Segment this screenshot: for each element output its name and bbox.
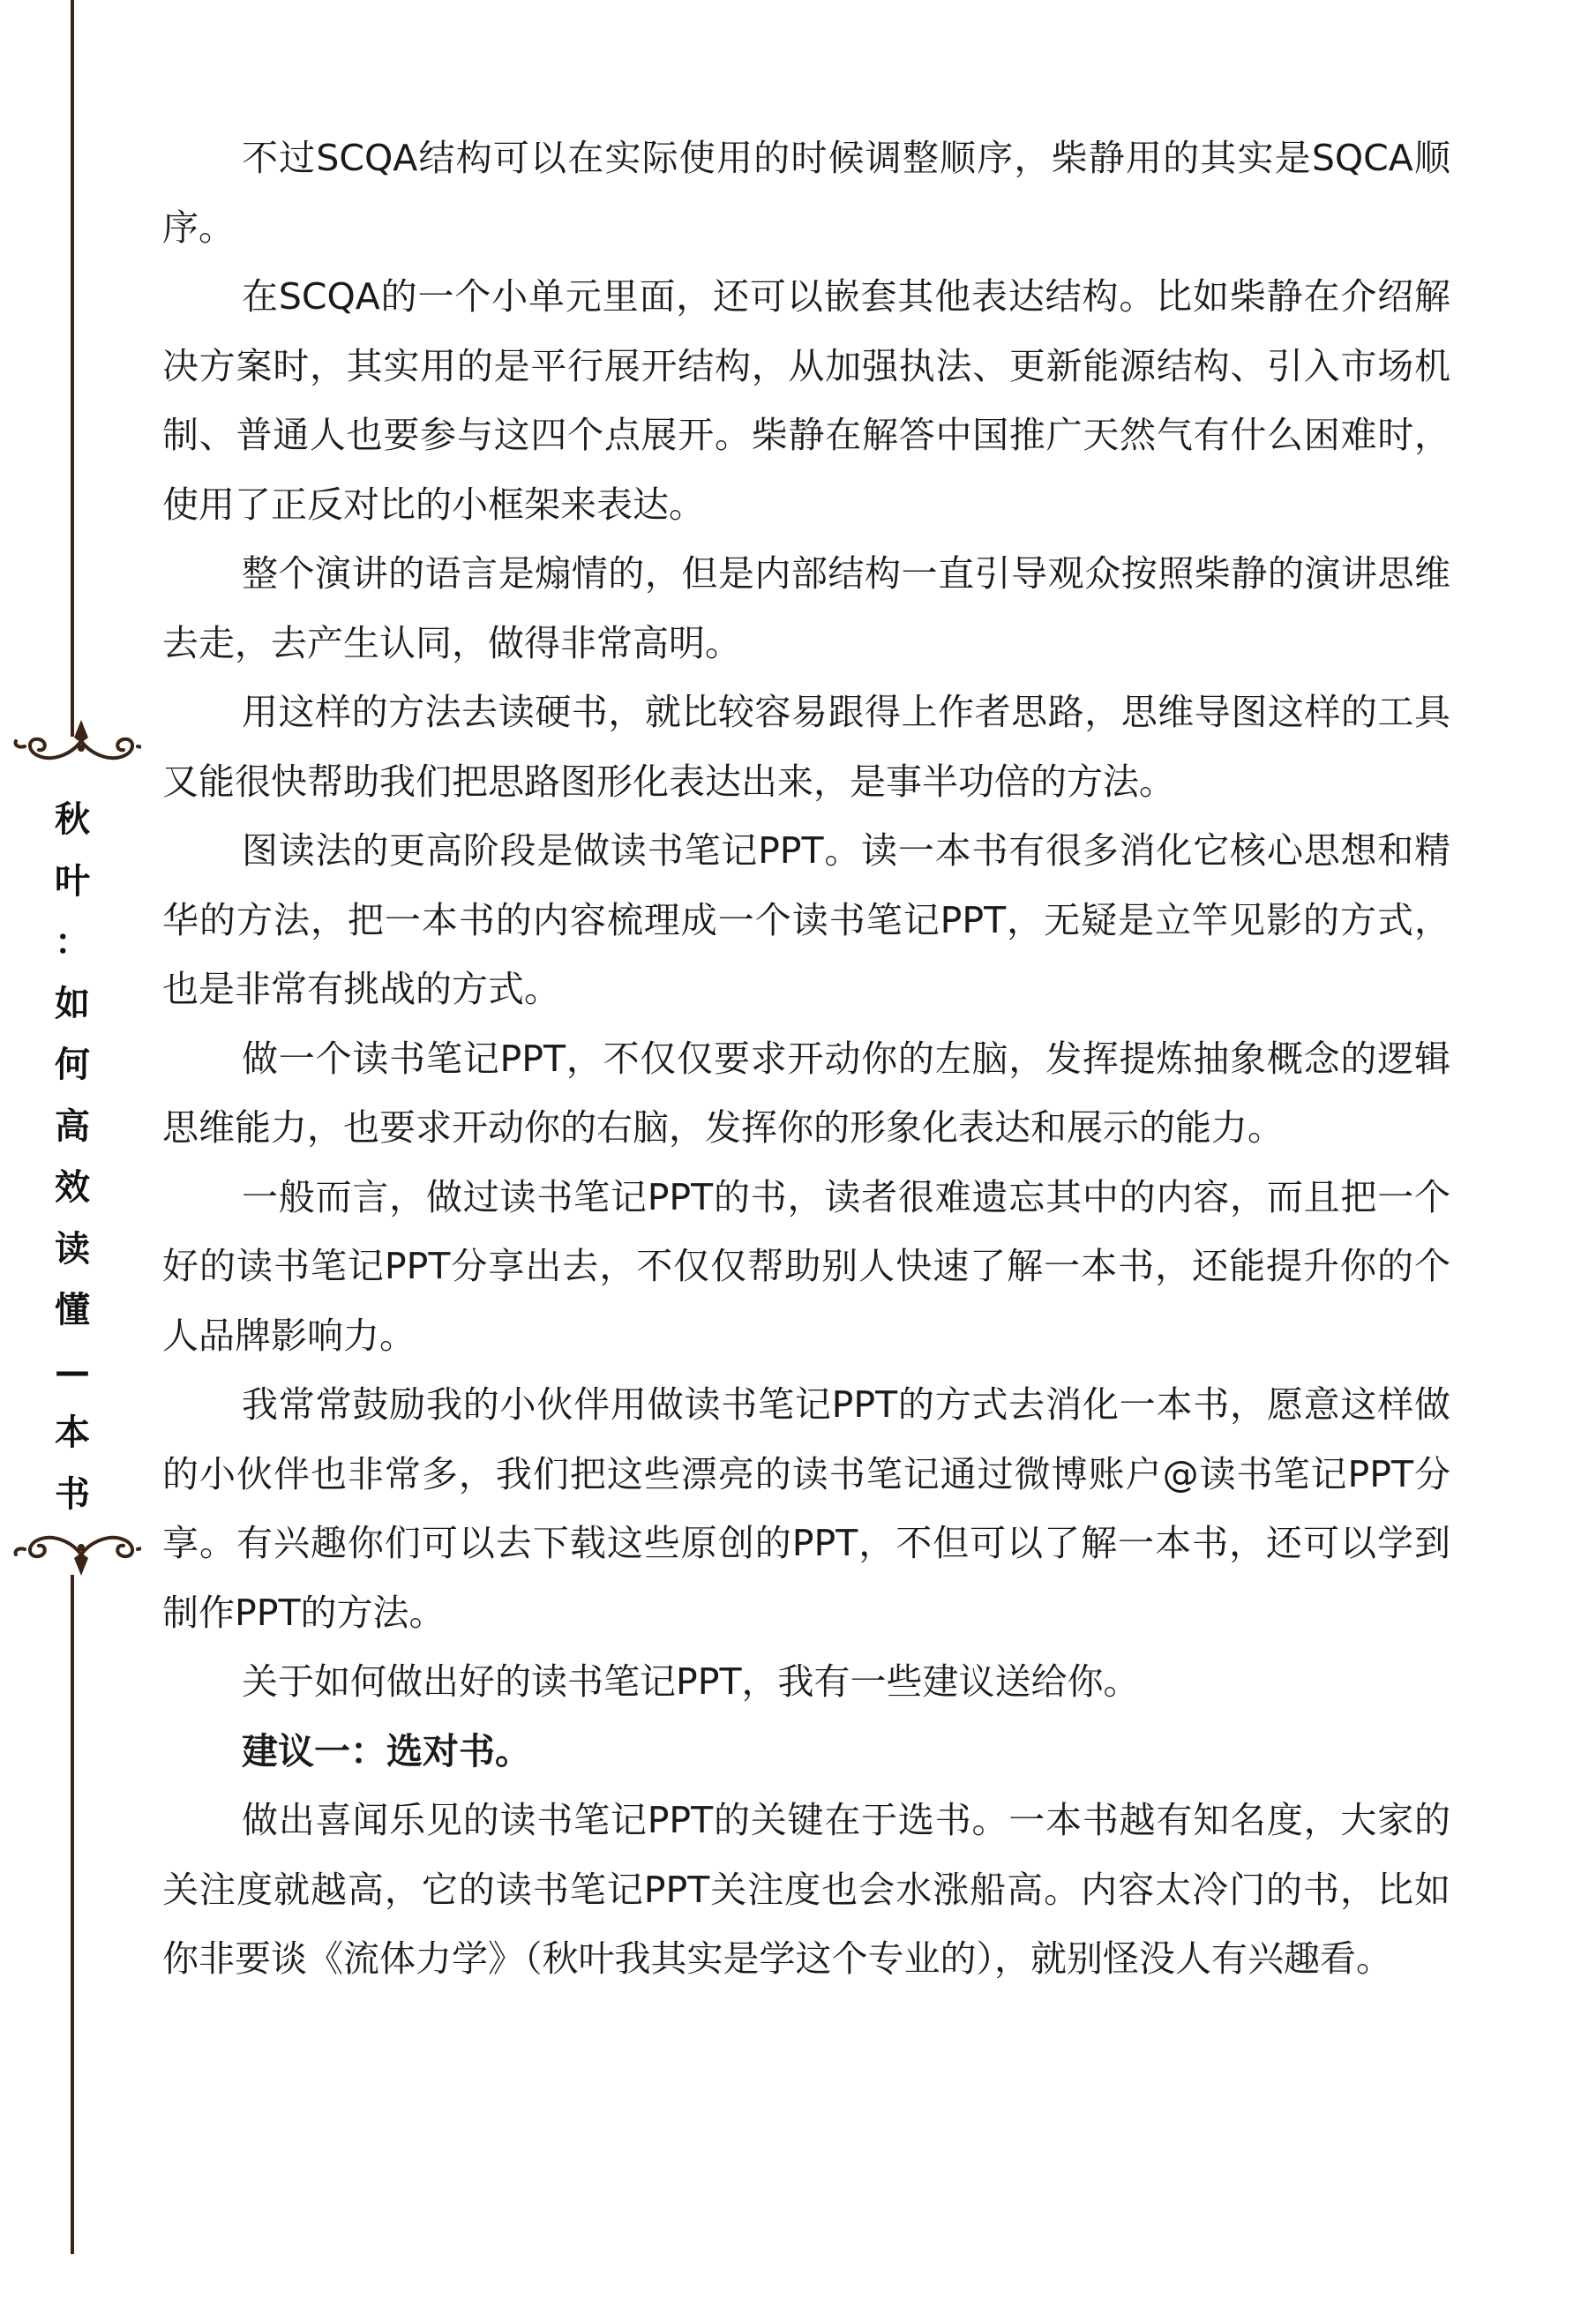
paragraph: 用这样的方法去读硬书，就比较容易跟得上作者思路，思维导图这样的工具又能很快帮助我们把思路图形化表达出来，是事半功倍的方法。: [162, 691, 1450, 803]
paragraph: 在SCQA的一个小单元里面，还可以嵌套其他表达结构。比如柴静在介绍解决方案时，其实用的是平行展开结构，从加强执法、更新能源结构、引入市场机制、普通人也要参与这四个点展开。柴静在解答中国推广天然气有什么困难时，使用了正反对比的小框架来表达。: [162, 275, 1450, 526]
scroll-ornament-icon: [9, 1517, 141, 1579]
sidebar-title-char: 高: [55, 1105, 90, 1147]
paragraph: 关于如何做出好的读书笔记PPT，我有一些建议送给你。: [242, 1660, 1140, 1703]
sidebar-title-char: 读: [55, 1228, 90, 1270]
sidebar-title-char: ：: [55, 922, 90, 963]
sidebar-title-char: 叶: [55, 860, 90, 902]
paragraph: 做出喜闻乐见的读书笔记PPT的关键在于选书。一本书越有知名度，大家的关注度就越高，它的读书笔记PPT关注度也会水涨船高。内容太冷门的书，比如你非要谈《流体力学》（秋叶我其实是学这个专业的），就别怪没人有兴趣看。: [162, 1799, 1450, 1980]
scroll-ornament-icon: [9, 716, 141, 778]
paragraph: 我常常鼓励我的小伙伴用做读书笔记PPT的方式去消化一本书，愿意这样做的小伙伴也非常多，我们把这些漂亮的读书笔记通过微博账户@读书笔记PPT分享。有兴趣你们可以去下载这些原创的PPT，不但可以了解一本书，还可以学到制作PPT的方法。: [162, 1383, 1450, 1634]
ornament-rule-top: [71, 0, 74, 737]
sidebar-title-char: 懂: [55, 1290, 90, 1330]
paragraph: 做一个读书笔记PPT，不仅仅要求开动你的左脑，发挥提炼抽象概念的逻辑思维能力，也要求开动你的右脑，发挥你的形象化表达和展示的能力。: [162, 1037, 1450, 1149]
ornament-rule-bottom: [71, 1575, 74, 2254]
sidebar-title-char: 本: [55, 1412, 90, 1453]
sidebar-title-char: —: [55, 1351, 90, 1392]
sidebar-title-char: 如: [55, 983, 90, 1024]
side-ornament: [0, 0, 150, 2300]
paragraph: 图读法的更高阶段是做读书笔记PPT。读一本书有很多消化它核心思想和精华的方法，把一本书的内容梳理成一个读书笔记PPT，无疑是立竿见影的方式，也是非常有挑战的方式。: [162, 829, 1450, 1010]
sidebar-title-char: 书: [55, 1473, 90, 1515]
paragraph: 一般而言，做过读书笔记PPT的书，读者很难遗忘其中的内容，而且把一个好的读书笔记PPT分享出去，不仅仅帮助别人快速了解一本书，还能提升你的个人品牌影响力。: [162, 1175, 1450, 1357]
sidebar-title-char: 何: [55, 1045, 90, 1085]
sidebar-title-char: 效: [55, 1167, 90, 1208]
paragraph: 不过SCQA结构可以在实际使用的时候调整顺序，柴静用的其实是SQCA顺序。: [162, 137, 1450, 249]
sidebar-title-char: 秋: [55, 799, 90, 840]
section-heading: 建议一：选对书。: [242, 1729, 531, 1772]
sidebar-title: [50, 790, 94, 1525]
body-text: [162, 124, 1450, 1994]
paragraph: 整个演讲的语言是煽情的，但是内部结构一直引导观众按照柴静的演讲思维去走，去产生认同，做得非常高明。: [162, 552, 1450, 664]
